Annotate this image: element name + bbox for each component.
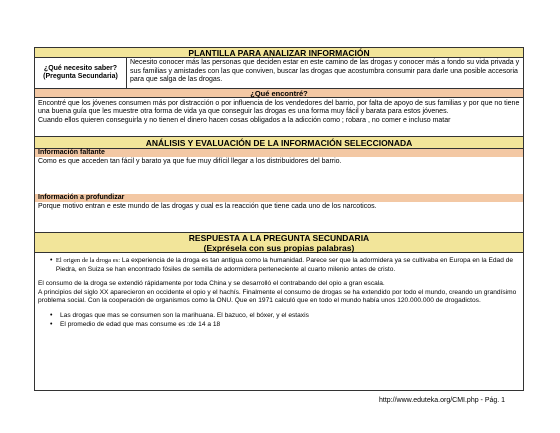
template-title: PLANTILLA PARA ANALIZAR INFORMACIÓN [35,48,523,58]
analysis-template-table [34,47,524,391]
bullet-icon: • [50,257,53,264]
need-label-question: ¿Qué necesito saber? [43,65,118,72]
deepen-info-section [35,194,523,233]
need-label-secondary: (Pregunta Secundaria) [43,73,118,80]
answer-bullet-1-text: La experiencia de la droga es tan antigua como la humanidad. Parece ser que la adormidera ya se cultivaba en Europa en la Edad de Piedra, en Suiza se han encontrado fósiles de semilla de adormidera perteneciente al cuarto milenio antes de cristo. [55,257,514,273]
need-text: Necesito conocer más las personas que deciden estar en este camino de las drogas y conocer más a fondo su vida privada y sus familias y amistades con las que conviven, buscar las drogas que acostumbra consumir para darle una posible accesoria para que salga de las drogas. [130,59,520,84]
need-row [35,58,523,89]
answer-bullet-1-lead: El origen de la droga es: [55,257,121,264]
deepen-info-space [35,211,523,232]
missing-info-label: Información faltante [35,149,523,157]
answer-paragraph-1: El consumo de la droga se extendió rápidamente por toda China y se desarrolló el contrabando del opio a gran escala. [38,280,385,288]
missing-info-section [35,149,523,194]
found-header: ¿Qué encontré? [35,89,523,98]
page-footer: http://www.eduteka.org/CMI.php - Pág. 1 [379,397,506,404]
answer-bullet-3 [38,321,520,330]
need-label-cell [35,58,127,88]
found-paragraph-2: Cuando ellos quieren conseguirla y no tienen el dinero hacen cosas obligados a la adicción como ; robara , no comer e incluso matar [38,116,451,124]
answer-title: RESPUESTA A LA PREGUNTA SECUNDARIA [188,233,370,243]
bullet-icon: • [50,320,53,328]
answer-section [35,253,523,390]
deepen-info-label: Información a profundizar [35,194,523,202]
answer-subtitle: (Exprésela con sus propias palabras) [203,243,355,253]
missing-info-space [35,166,523,194]
bullet-icon: • [50,311,53,319]
answer-bullet-2-text: Las drogas que mas se consumen son la marihuana. El bazuco, el bóxer, y el estaxis [60,311,309,319]
answer-bullet-1 [38,257,520,274]
answer-paragraph-2: A principios del siglo XX aparecieron en occidente el opio y el hachís. Finalmente el consumo de drogas se ha extendido por todo el mundo, creando un grandísimo problema social. Con la cooperación de organismos como la ONU. Que en 1971 calculó que en todo el mundo había unos 120.000.000 de drogadictos. [38,288,517,305]
answer-bullet-3-text: El promedio de edad que mas consume es :de 14 a 18 [60,320,221,328]
found-section [35,98,523,137]
missing-info-text: Como es que acceden tan fácil y barato ya que fue muy difícil llegar a los distribuidores del barrio. [38,158,342,165]
answer-bullet-2 [38,312,520,321]
answer-header [35,233,523,253]
deepen-info-text: Porque motivo entran e este mundo de las drogas y cual es la reacción que tiene cada uno de los narcoticos. [38,203,377,210]
found-paragraph-1: Encontré que los jóvenes consumen más por distracción o por influencia de los vendedores del barrio, por falta de apoyo de sus familias y por que no tiene una buena guía que les muestre otra forma de vida ya que conseguir las drogas es una forma muy fácil y barata para estos jóvenes. [38,100,520,116]
analysis-header: ANÁLISIS Y EVALUACIÓN DE LA INFORMACIÓN SELECCIONADA [35,137,523,149]
